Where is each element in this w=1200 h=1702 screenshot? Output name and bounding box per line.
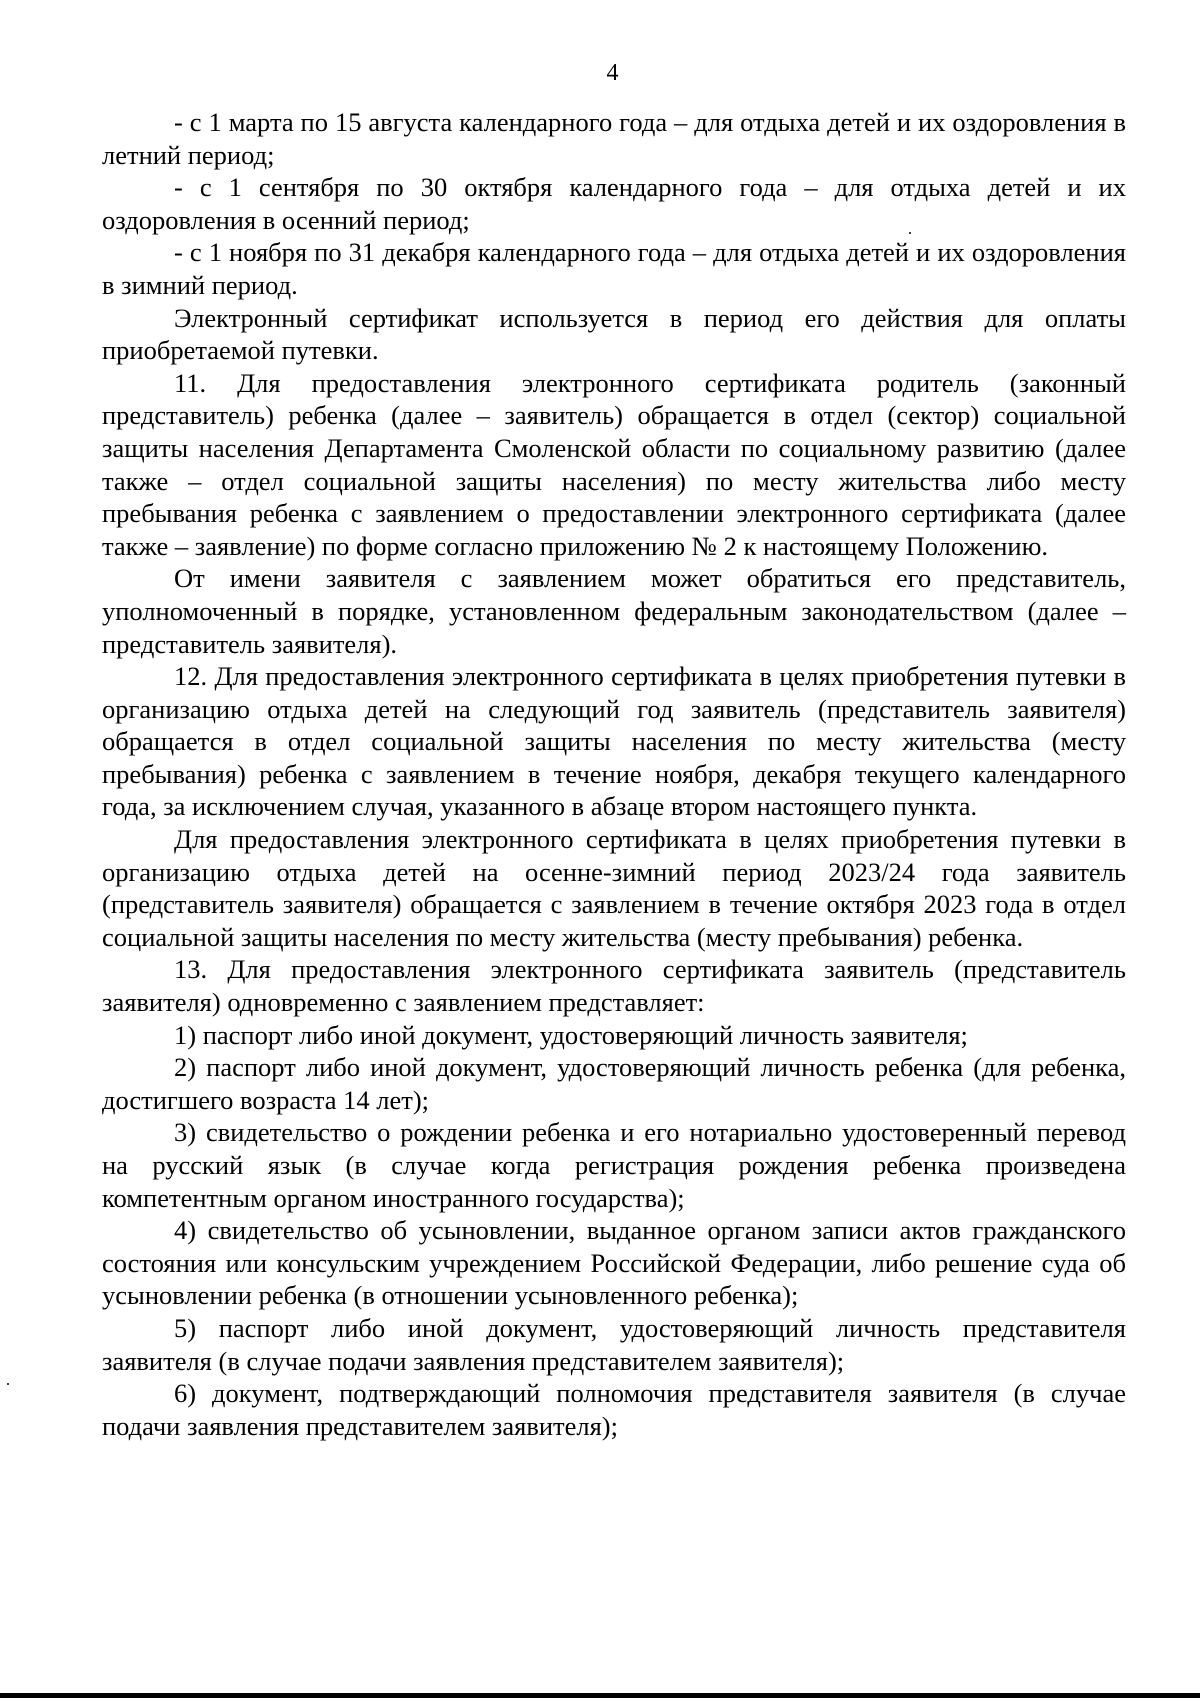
list-item-5: 5) паспорт либо иной документ, удостоверяющий личность представителя заявителя (в случае подачи заявления представителем заявителя); bbox=[102, 1312, 1126, 1376]
paragraph-item-12: 12. Для предоставления электронного сертификата в целях приобретения путевки в организацию отдыха детей на следующий год заявитель (представитель заявителя) обращается в отдел социальной защиты населения по месту жительства (месту пребывания) ребенка с заявлением в течение ноября, декабря текущего календарного года, за исключением случая, указанного в абзаце втором настоящего пункта. bbox=[102, 661, 1126, 822]
scan-speck bbox=[909, 232, 911, 234]
paragraph-item-11: 11. Для предоставления электронного сертификата родитель (законный представитель) ребенка (далее – заявитель) обращается в отдел (сектор) социальной защиты населения Департамента Смоленской области по социальному развитию (далее также – отдел социальной защиты населения) по месту жительства либо месту пребывания ребенка с заявлением о предоставлении электронного сертификата (далее также – заявление) по форме согласно приложению № 2 к настоящему Положению. bbox=[102, 367, 1126, 561]
paragraph-winter-period: - с 1 ноября по 31 декабря календарного года – для отдыха детей и их оздоровления в зимний период. bbox=[102, 237, 1126, 300]
list-item-4: 4) свидетельство об усыновлении, выданное органом записи актов гражданского состояния или консульским учреждением Российской Федерации, либо решение суда об усыновлении ребенка (в отношении усыновленного ребенка); bbox=[102, 1215, 1126, 1311]
document-body bbox=[102, 106, 1126, 1442]
paragraph-summer-period: - с 1 марта по 15 августа календарного года – для отдыха детей и их оздоровления в летний период; bbox=[102, 107, 1126, 170]
paragraph-certificate-usage: Электронный сертификат используется в период его действия для оплаты приобретаемой путевки. bbox=[102, 302, 1126, 366]
list-item-1: 1) паспорт либо иной документ, удостоверяющий личность заявителя; bbox=[174, 1019, 968, 1050]
paragraph-autumn-period: - с 1 сентября по 30 октября календарного года – для отдыха детей и их оздоровления в осенний период; bbox=[102, 172, 1126, 235]
scan-edge-line bbox=[0, 1693, 1200, 1698]
list-item-6: 6) документ, подтверждающий полномочия представителя заявителя (в случае подачи заявления представителем заявителя); bbox=[102, 1378, 1126, 1441]
paragraph-autumn-winter-2023: Для предоставления электронного сертификата в целях приобретения путевки в организацию отдыха детей на осенне-зимний период 2023/24 года заявитель (представитель заявителя) обращается с заявлением в течение октября 2023 года в отдел социальной защиты населения по месту жительства (месту пребывания) ребенка. bbox=[102, 824, 1126, 952]
list-item-3: 3) свидетельство о рождении ребенка и его нотариально удостоверенный перевод на русский язык (в случае когда регистрация рождения ребенка произведена компетентным органом иностранного государства); bbox=[102, 1117, 1126, 1213]
scan-speck bbox=[7, 1383, 9, 1385]
page-number: 4 bbox=[606, 60, 619, 86]
paragraph-representative: От имени заявителя с заявлением может обратиться его представитель, уполномоченный в порядке, установленном федеральным законодательством (далее – представитель заявителя). bbox=[102, 563, 1126, 659]
list-item-2: 2) паспорт либо иной документ, удостоверяющий личность ребенка (для ребенка, достигшего возраста 14 лет); bbox=[102, 1052, 1126, 1115]
paragraph-item-13: 13. Для предоставления электронного сертификата заявитель (представитель заявителя) одновременно с заявлением представляет: bbox=[102, 954, 1126, 1018]
